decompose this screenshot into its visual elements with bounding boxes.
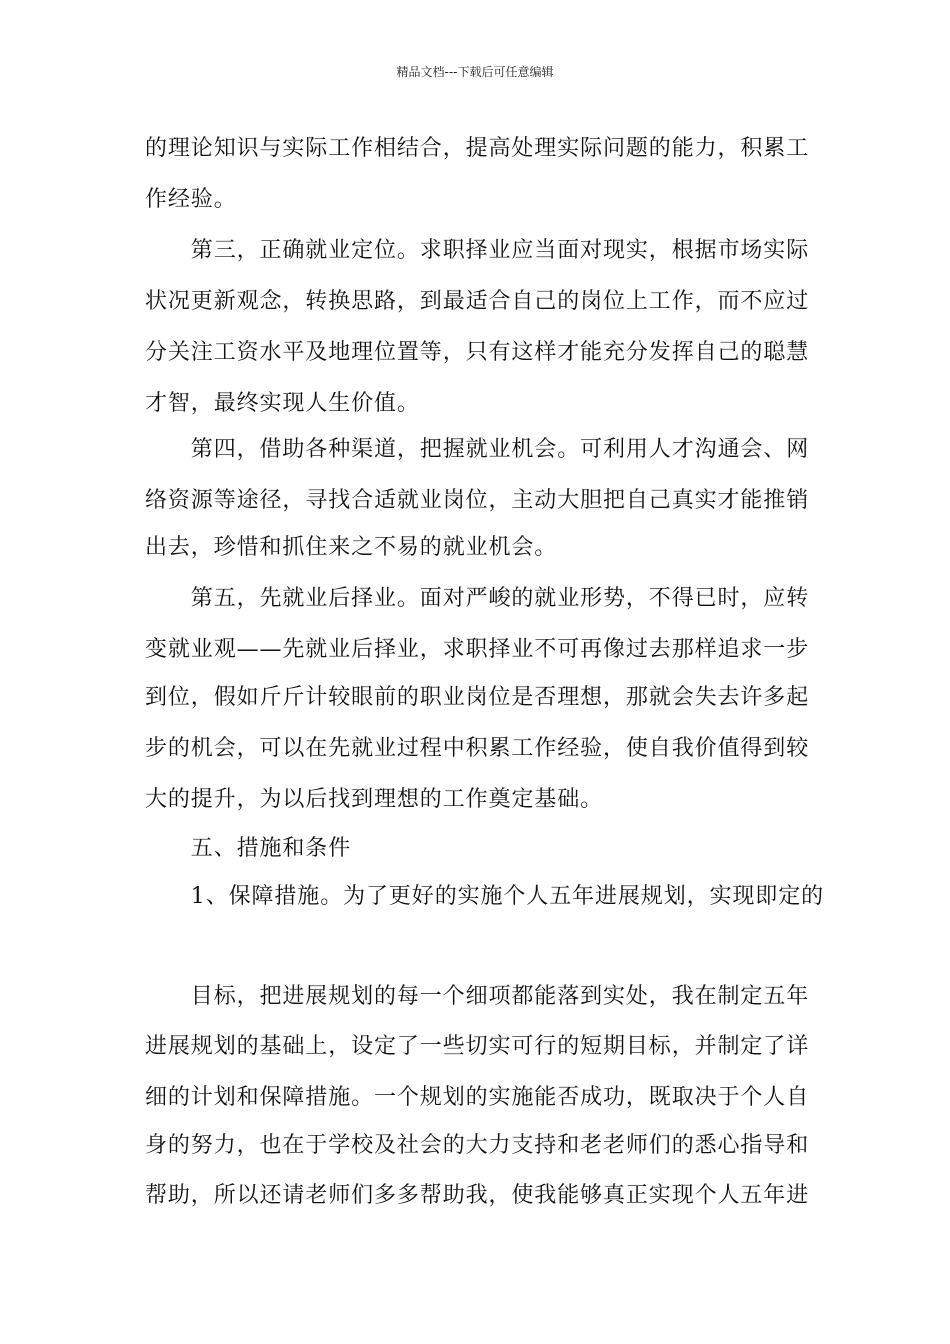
text-line: 大的提升，为以后找到理想的工作奠定基础。 (145, 787, 604, 812)
text-line: 作经验。 (145, 187, 237, 212)
text-line: 状况更新观念，转换思路，到最适合自己的岗位上工作，而不应过 (145, 289, 810, 314)
text-line: 1、保障措施。为了更好的实施个人五年进展规划，实现即定的 (145, 884, 824, 909)
section-heading: 五、措施和条件 (145, 836, 352, 861)
text-line: 到位，假如斤斤计较眼前的职业岗位是否理想，那就会失去许多起 (145, 685, 810, 710)
page-header: 精品文档---下载后可任意编辑 (396, 65, 554, 79)
text-line: 络资源等途径，寻找合适就业岗位，主动大胆把自己真实才能推销 (145, 488, 810, 513)
text-line: 步的机会，可以在先就业过程中积累工作经验，使自我价值得到较 (145, 736, 810, 761)
text-line: 帮助，所以还请老师们多多帮助我，使我能够真正实现个人五年进 (145, 1183, 810, 1208)
text-line: 才智，最终实现人生价值。 (145, 391, 420, 416)
text-line: 第三，正确就业定位。求职择业应当面对现实，根据市场实际 (145, 238, 810, 263)
text-line: 的理论知识与实际工作相结合，提高处理实际问题的能力，积累工 (145, 136, 810, 161)
text-line: 身的努力，也在于学校及社会的大力支持和老老师们的悉心指导和 (145, 1133, 810, 1158)
text-line: 变就业观——先就业后择业，求职择业不可再像过去那样追求一步 (145, 637, 810, 662)
text-line: 第四，借助各种渠道，把握就业机会。可利用人才沟通会、网 (145, 437, 810, 462)
text-line: 进展规划的基础上，设定了一些切实可行的短期目标，并制定了详 (145, 1034, 810, 1059)
text-line: 目标，把进展规划的每一个细项都能落到实处，我在制定五年 (145, 984, 810, 1009)
text-line: 分关注工资水平及地理位置等，只有这样才能充分发挥自己的聪慧 (145, 340, 810, 365)
text-line: 出去，珍惜和抓住来之不易的就业机会。 (145, 535, 558, 560)
text-line: 细的计划和保障措施。一个规划的实施能否成功，既取决于个人自 (145, 1085, 810, 1110)
text-line: 第五，先就业后择业。面对严峻的就业形势，不得已时，应转 (145, 586, 810, 611)
